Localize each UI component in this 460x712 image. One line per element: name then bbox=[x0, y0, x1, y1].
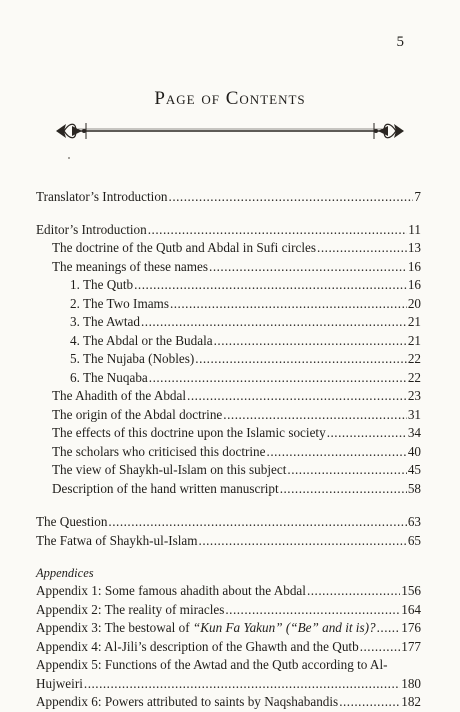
dot-leader bbox=[134, 275, 407, 295]
toc-entry-qutb[interactable]: 1. The Qutb ..... 16 bbox=[70, 275, 421, 295]
dot-leader bbox=[307, 581, 400, 601]
toc-entry-view[interactable]: The view of Shaykh-ul-Islam on this subject ..... 45 bbox=[52, 460, 421, 480]
dot-leader bbox=[377, 618, 401, 638]
divider-ornament-icon bbox=[50, 118, 410, 144]
dot-leader bbox=[108, 512, 406, 532]
dot-leader bbox=[360, 637, 401, 657]
dot-leader bbox=[327, 423, 407, 443]
dot-leader bbox=[209, 257, 407, 277]
dot-leader bbox=[169, 187, 414, 207]
dot-leader bbox=[170, 294, 407, 314]
page-title: Page of Contents bbox=[154, 88, 306, 109]
toc-entry-fatwa[interactable]: The Fatwa of Shaykh-ul-Islam ..... 65 bbox=[36, 531, 421, 551]
toc-entry-appendix-1[interactable]: Appendix 1: Some famous ahadith about the Abdal ..... 156 bbox=[36, 581, 421, 601]
toc-entry-doctrine[interactable]: The doctrine of the Qutb and Abdal in Sufi circles ..... 13 bbox=[52, 238, 421, 258]
dot-leader bbox=[317, 238, 407, 258]
dot-leader bbox=[84, 674, 400, 694]
toc-entry-translators-introduction[interactable]: Translator’s Introduction ..... 7 bbox=[36, 187, 421, 207]
dot-leader bbox=[267, 442, 407, 462]
dot-leader bbox=[280, 479, 407, 499]
toc-entry-origin[interactable]: The origin of the Abdal doctrine ..... 31 bbox=[52, 405, 421, 425]
dot-leader bbox=[187, 386, 407, 406]
toc-entry-ahadith[interactable]: The Ahadith of the Abdal ..... 23 bbox=[52, 386, 421, 406]
dot-leader bbox=[199, 531, 407, 551]
toc-entry-nujaba[interactable]: 5. The Nujaba (Nobles) ..... 22 bbox=[70, 349, 421, 369]
toc-entry-two-imams[interactable]: 2. The Two Imams ..... 20 bbox=[70, 294, 421, 314]
toc-entry-awtad[interactable]: 3. The Awtad ..... 21 bbox=[70, 312, 421, 332]
toc-entry-appendix-5-line1[interactable]: Appendix 5: Functions of the Awtad and the Qutb according to Al- bbox=[36, 657, 388, 672]
dot-leader bbox=[225, 600, 400, 620]
dot-leader bbox=[195, 349, 407, 369]
toc-entry-nuqaba[interactable]: 6. The Nuqaba ..... 22 bbox=[70, 368, 421, 388]
toc-entry-scholars[interactable]: The scholars who criticised this doctrine ..... 40 bbox=[52, 442, 421, 462]
toc-entry-appendix-5[interactable]: Hujweiri ..... 180 bbox=[36, 674, 421, 694]
toc-entry-manuscript[interactable]: Description of the hand written manuscript ..... 58 bbox=[52, 479, 421, 499]
dot-leader bbox=[287, 460, 406, 480]
toc-entry-effects[interactable]: The effects of this doctrine upon the Islamic society ..... 34 bbox=[52, 423, 421, 443]
dot-leader bbox=[339, 692, 400, 712]
toc-entry-meanings[interactable]: The meanings of these names ..... 16 bbox=[52, 257, 421, 277]
toc-entry-appendix-6[interactable]: Appendix 6: Powers attributed to saints by Naqshabandis ..... 182 bbox=[36, 692, 421, 712]
toc-entry-editors-introduction[interactable]: Editor’s Introduction ..... 11 bbox=[36, 220, 421, 240]
toc-entry-question[interactable]: The Question ..... 63 bbox=[36, 512, 421, 532]
dot-leader bbox=[148, 220, 408, 240]
dot-leader bbox=[149, 368, 407, 388]
toc-entry-appendix-4[interactable]: Appendix 4: Al-Jili’s description of the Ghawth and the Qutb ..... 177 bbox=[36, 637, 421, 657]
toc-entry-abdal[interactable]: 4. The Abdal or the Budala ..... 21 bbox=[70, 331, 421, 351]
dot-leader bbox=[214, 331, 407, 351]
paper-speck bbox=[68, 157, 70, 159]
dot-leader bbox=[141, 312, 407, 332]
page-number: 5 bbox=[396, 34, 404, 50]
dot-leader bbox=[223, 405, 407, 425]
toc-entry-appendix-2[interactable]: Appendix 2: The reality of miracles ..... 164 bbox=[36, 600, 421, 620]
appendices-heading: Appendices bbox=[36, 566, 94, 580]
toc-entry-appendix-3[interactable]: Appendix 3: The bestowal of “Kun Fa Yakun” (“Be” and it is)? ..... 176 bbox=[36, 618, 421, 638]
